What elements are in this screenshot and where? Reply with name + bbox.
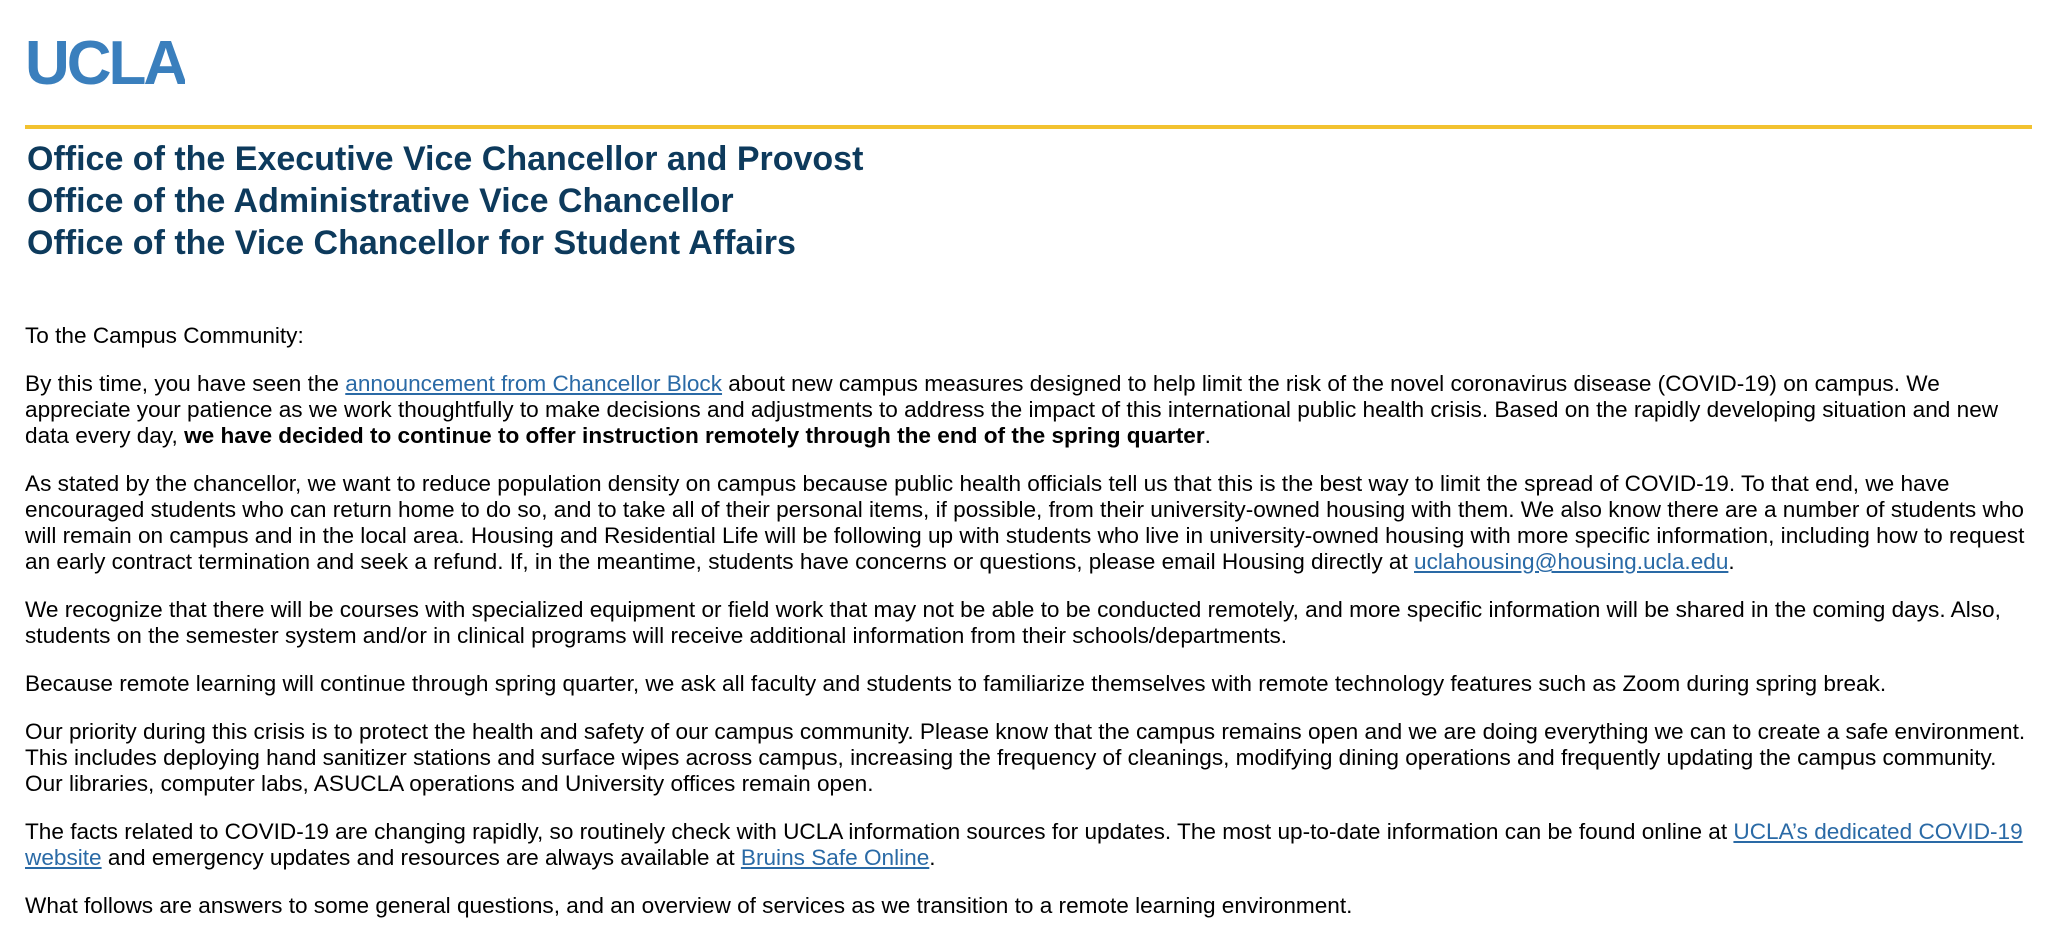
p6-middle: and emergency updates and resources are always available at [101,845,741,870]
paragraph-3: We recognize that there will be courses with specialized equipment or field work that may not be able to be conducted remotely, and more specific information will be shared in the coming days. Also, students on the semester system and/or in clinical programs will receive additional information from their schools/departments. [25,597,2001,648]
paragraph-5: Our priority during this crisis is to protect the health and safety of our campus community. Please know that the campus remains open and we are doing everything we can to create a safe environment. This includes deploying hand sanitizer stations and surface wipes across campus, increasing the frequency of cleanings, modifying dining operations and frequently updating the campus community. Our libraries, computer labs, ASUCLA operations and University offices remain open. [25,719,2026,796]
office-heading-admin: Office of the Administrative Vice Chancellor [27,182,734,220]
chancellor-announcement-link[interactable]: announcement from Chancellor Block [345,371,723,396]
p2-text: As stated by the chancellor, we want to reduce population density on campus because public health officials tell us that this is the best way to limit the spread of COVID-19. To that end, we have encouraged students who can return home to do so, and to take all of their personal items, if possible, from their university-owned housing with them. We also know there are a number of students who will remain on campus and in the local area. Housing and Residential Life will be following up with students who live in university-owned housing with more specific information, including how to request an early contract termination and seek a refund. If, in the meantime, students have concerns or questions, please email Housing directly at [25,471,2025,574]
logo-text: UCLA [25,30,185,94]
p1-text-cont: about new campus measures designed to help limit the risk of the novel coronavirus disease (COVID-19) on campus. We appreciate your patience as we work thoughtfully to make decisions and adjustments to address the impact of this international public health crisis. Based on the rapidly developing situation and new data every day, [25,371,1999,448]
paragraph-6 [25,819,2035,871]
office-heading-student-affairs: Office of the Vice Chancellor for Student Affairs [27,224,796,262]
covid-website-link[interactable]: UCLA’s dedicated COVID-19 website [25,819,2023,870]
letter-greeting: To the Campus Community: [25,323,304,348]
p1-text: By this time, you have seen the [25,371,346,396]
p1-bold-decision: we have decided to continue to offer instruction remotely through the end of the spring quarter [184,423,1205,448]
paragraph-2 [25,471,2035,575]
paragraph-4: Because remote learning will continue through spring quarter, we ask all faculty and students to familiarize themselves with remote technology features such as Zoom during spring break. [25,671,1887,696]
p2-end: . [1728,549,1735,574]
p6-text: The facts related to COVID-19 are changing rapidly, so routinely check with UCLA information sources for updates. The most up-to-date information can be found online at [25,819,1734,844]
office-headings [27,138,863,264]
letter-body [25,323,2035,935]
paragraph-1 [25,371,2035,449]
office-heading-provost: Office of the Executive Vice Chancellor and Provost [27,140,864,178]
p1-end: . [1204,423,1211,448]
p6-end: . [929,845,936,870]
housing-email-link[interactable]: uclahousing@housing.ucla.edu [1414,549,1729,574]
header-divider [25,125,2032,129]
paragraph-7: What follows are answers to some general questions, and an overview of services as we transition to a remote learning environment. [25,893,1353,918]
ucla-logo [25,30,185,94]
bruins-safe-online-link[interactable]: Bruins Safe Online [740,845,930,870]
